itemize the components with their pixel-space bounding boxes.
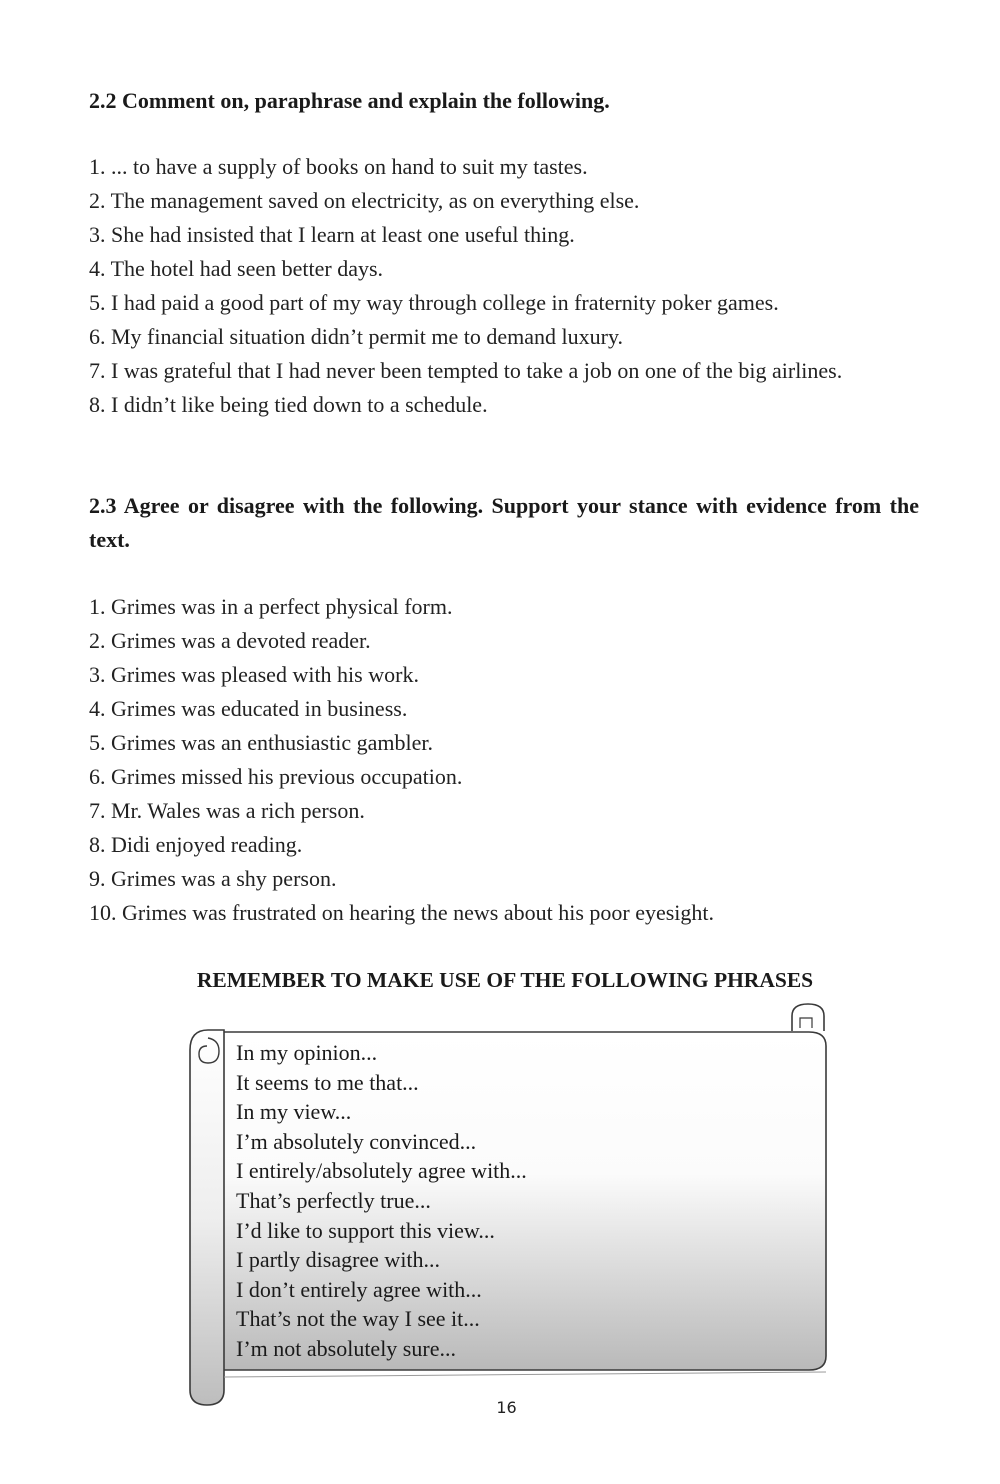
list-item: 1. ... to have a supply of books on hand to suit my tastes. [89, 154, 588, 179]
phrase-item: That’s perfectly true... [236, 1187, 431, 1213]
list-item: 4. Grimes was educated in business. [89, 696, 408, 721]
list-item: 3. Grimes was pleased with his work. [89, 662, 419, 687]
list-item: 1. Grimes was in a perfect physical form. [89, 594, 453, 619]
phrases-list [236, 1038, 527, 1364]
phrase-item: I partly disagree with... [236, 1247, 441, 1273]
list-item: 6. My financial situation didn’t permit me to demand luxury. [89, 324, 624, 349]
phrase-item: I’d like to support this view... [236, 1217, 495, 1243]
list-item: 7. I was grateful that I had never been tempted to take a job on one of the big airlines. [89, 358, 843, 383]
phrase-item: In my view... [236, 1099, 352, 1125]
list-item: 4. The hotel had seen better days. [89, 256, 384, 281]
list-item: 8. Didi enjoyed reading. [89, 832, 303, 857]
list-item: 6. Grimes missed his previous occupation. [89, 764, 463, 789]
phrase-item: It seems to me that... [236, 1069, 419, 1095]
phrase-item: That’s not the way I see it... [236, 1306, 480, 1332]
phrase-item: I entirely/absolutely agree with... [236, 1158, 527, 1184]
phrase-item: I don’t entirely agree with... [236, 1276, 482, 1302]
section-2-2-title: 2.2 Comment on, paraphrase and explain the following. [89, 88, 610, 113]
list-item: 2. The management saved on electricity, as on everything else. [89, 188, 640, 213]
remember-title: REMEMBER TO MAKE USE OF THE FOLLOWING PHRASES [196, 968, 814, 992]
list-item: 3. She had insisted that I learn at least one useful thing. [89, 222, 575, 247]
list-item: 5. I had paid a good part of my way through college in fraternity poker games. [89, 290, 779, 315]
list-item: 8. I didn’t like being tied down to a schedule. [89, 392, 488, 417]
list-item: 7. Mr. Wales was a rich person. [89, 798, 365, 823]
list-item: 10. Grimes was frustrated on hearing the news about his poor eyesight. [89, 900, 715, 925]
page-number: 16 [496, 1398, 517, 1417]
phrase-item: I’m absolutely convinced... [236, 1128, 477, 1154]
list-item: 5. Grimes was an enthusiastic gambler. [89, 730, 433, 755]
scroll-left-roll [190, 1030, 224, 1405]
phrase-item: In my opinion... [236, 1040, 378, 1065]
section-2-3-title: 2.3 Agree or disagree with the following. Support your stance with evidence from the text. [89, 493, 919, 552]
phrase-item: I’m not absolutely sure... [236, 1335, 456, 1361]
list-item: 9. Grimes was a shy person. [89, 866, 337, 891]
scroll-top-curl [792, 1004, 824, 1031]
list-item: 2. Grimes was a devoted reader. [89, 628, 371, 653]
